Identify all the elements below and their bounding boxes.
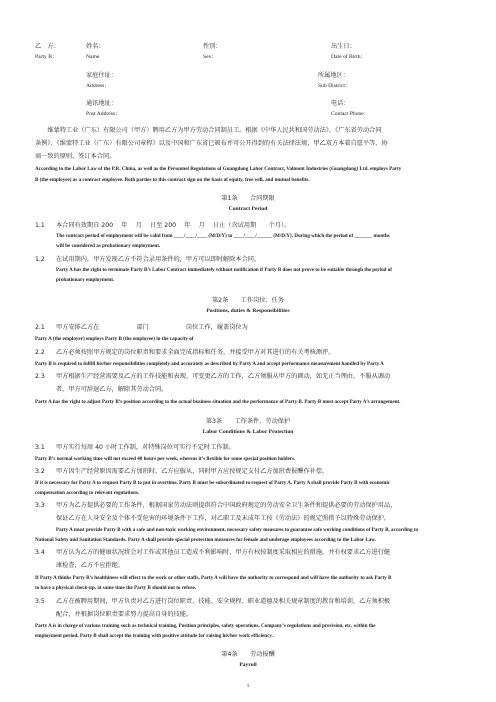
clause-3-4-en-line1: If Party A thinks Party B’s healthiness will effect to the work or other staffs, Party A will have the authority to correspond and will have the authority to ask Party B xyxy=(35,575,392,581)
clause-3-4-zh-line2: 康检查，乙方不应拒绝。 xyxy=(56,562,125,569)
phone-label-zh: 电话： xyxy=(331,100,350,107)
clause-2-3-zh-line2: 者，甲方可辞退乙方，解除其劳动合同。 xyxy=(56,386,168,393)
article-4-title-zh: 第4条 劳动报酬 xyxy=(221,651,275,658)
clause-2-2-zh: 乙方必须按照甲方规定的岗位职责和要求全面完成指标和任务，并接受甲方对其进行的有关考核测评。 xyxy=(56,349,335,356)
clause-3-2-en-line1: If it is necessary for Party A to request Party B to put in overtime, Party B must be subordinated to request of Party A. Party A shall provide Party B with economic xyxy=(35,480,391,486)
page-number: 1 xyxy=(246,683,250,689)
sex-label-en: Sex： xyxy=(203,54,217,60)
clause-number: 3.2 xyxy=(35,468,45,475)
home-address-label-en: Address： xyxy=(86,83,110,89)
name-label-en: Name xyxy=(86,54,100,60)
clause-number: 3.3 xyxy=(35,502,45,509)
clause-1-1-zh: 本合同有效期自 200 年 月 日至 200 年 月 日止（含试用期 个月）。 xyxy=(56,222,291,229)
clause-3-5-en-line2: employment period. Party B shall accept the training with positive attitude for raising his/her work efficiency. xyxy=(35,633,273,639)
clause-1-1-en-line1: The contract period of employment will be valid from ____/____/____ (M/D/Y) to ____/____/______ (M/D/Y). During which the period of _______ months xyxy=(56,233,390,239)
post-address-label-en: Post Address： xyxy=(86,111,121,117)
clause-1-1-en-line2: will be considered as probationary employment. xyxy=(56,243,161,249)
clause-number: 1.1 xyxy=(35,222,45,229)
clause-2-3-en: Party A has the right to adjust Party B’s position according to the actual business situation and the performance of Party B. Party B must accept Party A’s arrangement. xyxy=(35,399,401,405)
clause-3-5-en-line1: Party A is in charge of various training such as technical training, Position principles, safety operations, Company’s regulations and provision, etc. within the xyxy=(35,623,376,629)
intro-zh-line2: 条例》、《维蒙特工业（广东）有限公司章程》以及中国和广东省已颁布并可公开得到的有关法律法规，甲乙双方本着自愿平等、协 xyxy=(35,140,388,147)
clause-3-2-zh: 甲方因生产经营原因需要乙方加班时，乙方应服从，同时甲方应按规定支付乙方加班费报酬作补偿。 xyxy=(56,468,329,475)
sex-label-zh: 性别： xyxy=(203,43,222,50)
clause-1-2-en-line1: Party A has the right to terminate Party B’s Labor Contract immediately without notification if Party B does not prove to be suitable through the period of xyxy=(56,267,392,273)
clause-2-1-en: Party A (the employer) employs Party B (the employee) in the capacity of xyxy=(35,336,194,342)
clause-3-2-en-line2: compensation according to relevant regulations. xyxy=(35,490,140,496)
article-3-title-en: Labor Conditions & Labor Protection xyxy=(202,429,294,435)
clause-2-2-en: Party B is required to fulfill his/her responsibilities completely and accurately as described by Party A and accept performance measurement handled by Party A xyxy=(35,361,384,367)
clause-number: 2.3 xyxy=(35,373,45,380)
article-2-title-en: Positions, duties & Responsibilities xyxy=(206,308,290,314)
clause-2-3-zh-line1: 甲方根据生产经营需要及乙方的工作技能和表现，可变更乙方的工作，乙方须服从甲方的调动，如无正当理由，不服从调动 xyxy=(56,373,391,380)
clause-number: 3.1 xyxy=(35,444,45,451)
article-2-title-zh: 第2条 工作岗位、任务 xyxy=(212,297,284,304)
article-4-title-en: Payroll xyxy=(239,662,257,668)
clause-3-3-zh-line1: 甲方为乙方提供必要的工作条件，根据国家劳动法则提供符合中国政府规定的劳动安全卫生条件和提供必要的劳动保护用品， xyxy=(56,502,397,509)
clause-3-1-zh: 甲方实行每周 40 小时工作制，对特殊岗位可实行不定时工作制。 xyxy=(56,444,235,451)
district-label-en: Sub District： xyxy=(318,83,351,89)
clause-1-2-zh: 在试用期内，甲方发现乙方不符合录用条件的，甲方可以即时解除本合同。 xyxy=(56,256,261,263)
clause-number: 2.1 xyxy=(35,324,45,331)
clause-number: 2.2 xyxy=(35,349,45,356)
intro-en-line1: According to the Labor Law of the P.R. China, as well as the Personnel Regulations of Guangdong Labor Contract, Valmont Industries (Guangdong) Ltd. employs Party xyxy=(35,166,402,172)
clause-number: 3.4 xyxy=(35,549,45,556)
dob-label-en: Date of Birth： xyxy=(331,54,367,60)
district-label-zh: 所属地区： xyxy=(318,72,349,79)
name-label-zh: 姓名： xyxy=(86,43,105,50)
clause-3-5-zh-line2: 配合，并根据岗位职责要求努力提高自身的技能。 xyxy=(56,611,193,618)
article-3-title-zh: 第3条 工作条件、劳动保护 xyxy=(205,418,291,425)
clause-3-4-zh-line1: 甲方认为乙方的健康状况将会对工作或其他员工造成不利影响时，甲方有权按制度采取相应的措施，并有权要求乙方进行健 xyxy=(56,549,391,556)
clause-3-5-zh-line1: 乙方在被聘用期间，甲方负责对乙方进行岗位职责、技能、安全规程、职业道德及相关规章制度的教育和培训，乙方须积极 xyxy=(56,598,391,605)
dob-label-zh: 出生日： xyxy=(331,43,356,50)
clause-3-3-en-line1: Party A must provide Party B with a safe and non-toxic working environment, necessary safety measures to guarantee safe working conditions of Party B, according to xyxy=(56,527,419,533)
home-address-label-zh: 家庭住址： xyxy=(86,72,117,79)
clause-number: 3.5 xyxy=(35,598,45,605)
clause-3-3-en-line2: National Safety and Sanitation Standards. Party A shall provide special protection measures for female and underage employees according to the Labor Law. xyxy=(35,537,376,543)
party-b-label-en: Party B： xyxy=(35,54,58,60)
clause-1-2-en-line2: probationary employment. xyxy=(56,277,115,283)
intro-zh-line3: 商一致的原则，签订本合同。 xyxy=(35,153,116,160)
article-1-title-zh: 第1条 合同期限 xyxy=(221,195,275,202)
intro-zh-line1: 维蒙特工业（广东）有限公司（甲方）聘用乙方为甲方劳动合同制员工。根据《中华人民共和国劳动法》、《广东省劳动合同 xyxy=(35,127,382,134)
party-b-label-zh: 乙 方： xyxy=(35,43,60,50)
clause-3-4-en-line2: to have a physical check-up, at same time the Party B should not to refuse. xyxy=(35,585,197,591)
clause-number: 1.2 xyxy=(35,256,45,263)
phone-label-en: Contact Phone： xyxy=(331,111,370,117)
article-1-title-en: Contract Period xyxy=(228,206,268,212)
post-address-label-zh: 通讯地址： xyxy=(86,100,117,107)
clause-3-1-en: Party B’s normal working time will not exceed 40 hours per week, whereas it’s flexible for some special position holders. xyxy=(35,456,296,462)
intro-en-line2: B (the employee) as a contract employee. Both parties to this contract sign on the basis of equity, free will, and mutual benefits. xyxy=(35,177,310,183)
clause-3-3-zh-line2: 保证乙方在人身安全及个体不受危害的环境条件下工作，对乙职工及未成年工按《劳动法》的规定照措予以特殊劳动保护。 xyxy=(56,515,391,522)
clause-2-1-zh: 甲方安排乙方在 部门 岗位工作，履盖岗位为 xyxy=(56,324,248,331)
